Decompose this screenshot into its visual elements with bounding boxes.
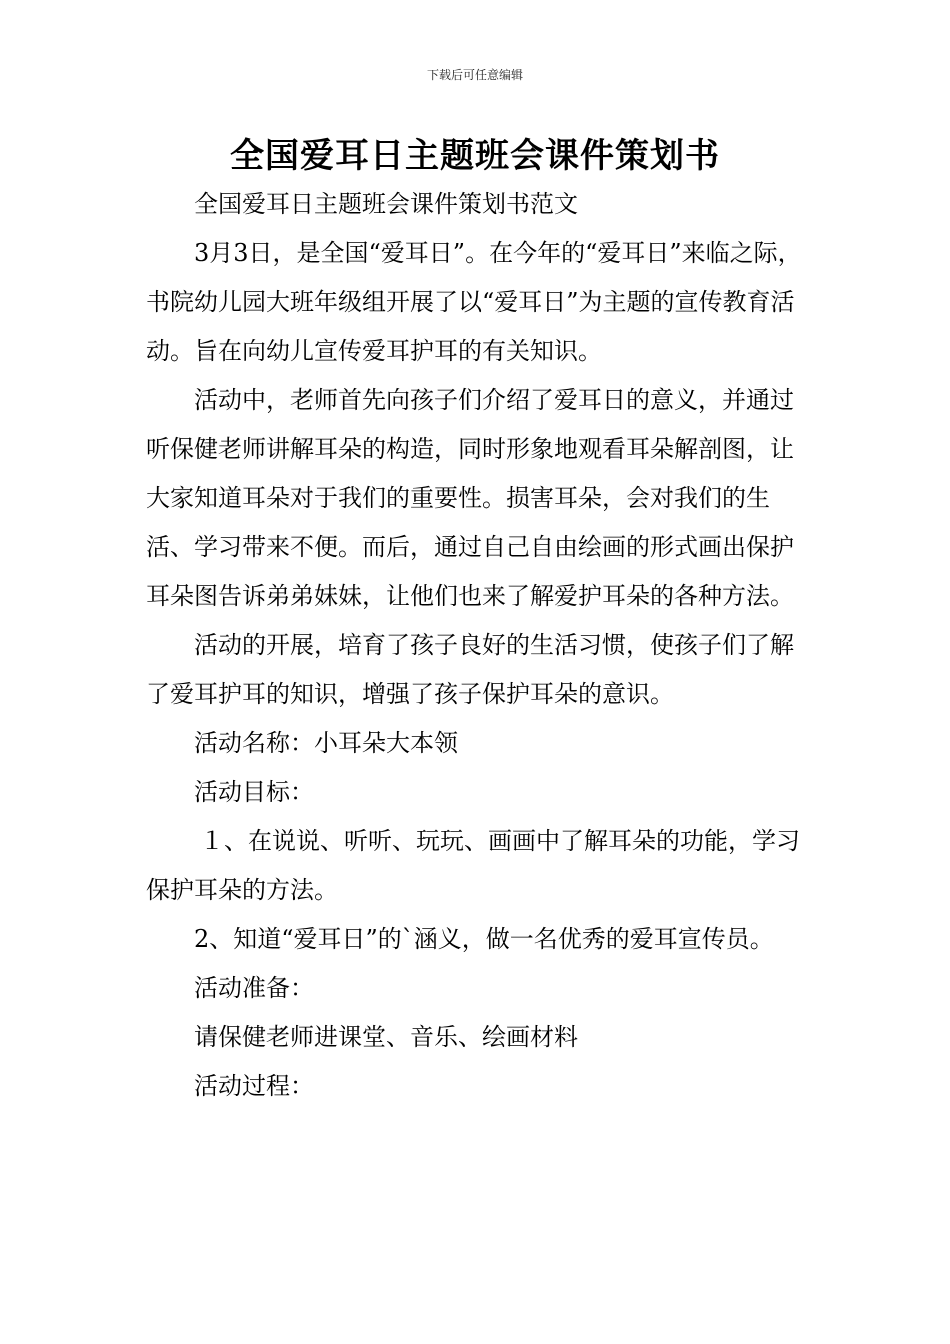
activity-goals-heading: 活动目标： — [194, 778, 314, 806]
goal-item-1: １、在说说、听听、玩玩、画画中了解耳朵的功能，学习保护耳朵的方法。 — [146, 827, 800, 904]
page-header: 下载后可任意编辑 — [426, 68, 523, 82]
intro-paragraph: 3月3日，是全国“爱耳日”。在今年的“爱耳日”来临之际，书院幼儿园大班年级组开展了以“爱耳日”为主题的宣传教育活动。旨在向幼儿宣传爱耳护耳的有关知识。 — [146, 239, 802, 365]
document-title: 全国爱耳日主题班会课件策划书 — [230, 136, 720, 176]
document-body — [146, 180, 808, 1111]
subtitle-paragraph: 全国爱耳日主题班会课件策划书范文 — [194, 190, 578, 218]
activity-result-paragraph: 活动的开展，培育了孩子良好的生活习惯，使孩子们了解了爱耳护耳的知识，增强了孩子保护耳朵的意识。 — [146, 631, 794, 708]
activity-preparation-content: 请保健老师进课堂、音乐、绘画材料 — [194, 1023, 578, 1051]
activity-name-line: 活动名称：小耳朵大本领 — [194, 729, 458, 757]
activity-process-heading: 活动过程： — [194, 1072, 314, 1100]
activity-preparation-heading: 活动准备： — [194, 974, 314, 1002]
goal-item-2: 2、知道“爱耳日”的`涵义，做一名优秀的爱耳宣传员。 — [194, 925, 774, 953]
activity-description-paragraph: 活动中，老师首先向孩子们介绍了爱耳日的意义，并通过听保健老师讲解耳朵的构造，同时形象地观看耳朵解剖图，让大家知道耳朵对于我们的重要性。损害耳朵，会对我们的生活、学习带来不便。而后，通过自己自由绘画的形式画出保护耳朵图告诉弟弟妹妹，让他们也来了解爱护耳朵的各种方法。 — [146, 386, 794, 610]
